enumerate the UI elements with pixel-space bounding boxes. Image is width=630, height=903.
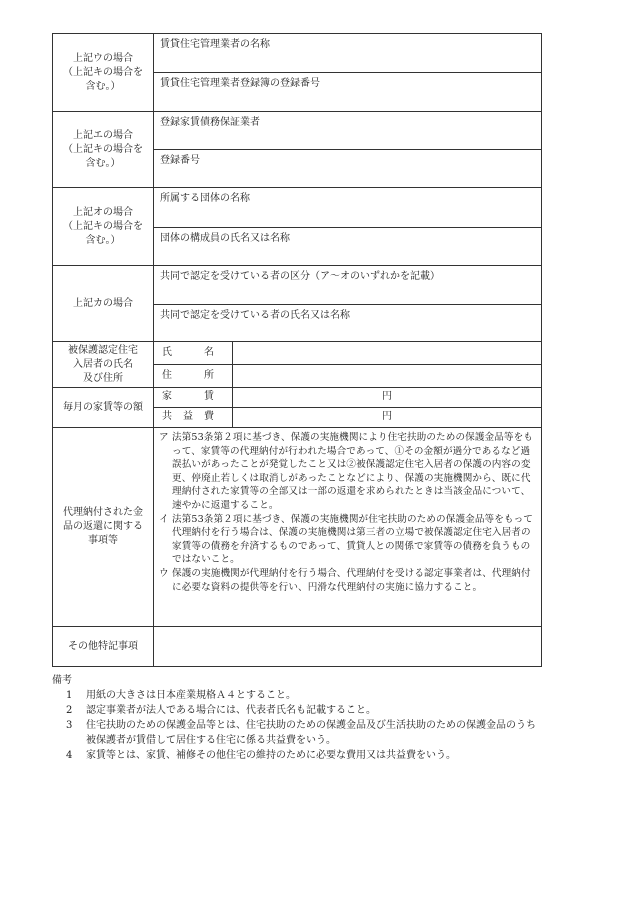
management-company-name-label: 賃貸住宅管理業者の名称 (160, 39, 270, 50)
management-registration-number-label: 賃貸住宅管理業者登録簿の登録番号 (160, 78, 320, 89)
resident-name-char1: 氏 (162, 346, 172, 358)
organization-member-name-label: 団体の構成員の氏名又は名称 (160, 233, 290, 244)
remark-item (52, 748, 541, 763)
organization-name-field[interactable] (154, 188, 542, 228)
organization-name-label: 所属する団体の名称 (160, 193, 250, 204)
row-o-label (53, 188, 154, 266)
remarks-section (52, 673, 541, 763)
remark-text: 認定事業者が法人である場合には、代表者氏名も記載すること。 (86, 705, 376, 716)
row-e-label-line1: 上記エの場合 (73, 129, 133, 141)
remark-text: 用紙の大きさは日本産業規格Ａ４とすること。 (86, 690, 296, 701)
refund-note-u-text: 保護の実施機関が代理納付を行う場合、代理納付を受ける認定事業者は、代理納付に必要な資料の提供等を行い、円滑な代理納付の実施に協力すること。 (172, 568, 531, 593)
row-u-label (53, 34, 154, 112)
resident-address-label (154, 365, 233, 388)
guarantor-registration-number-label: 登録番号 (160, 155, 200, 166)
refund-label-line2: 品の返還に関する (63, 521, 143, 532)
row-o-label-line2: （上記キの場合を (63, 220, 143, 232)
refund-note-a-mark: ア (159, 432, 169, 443)
refund-note-a (159, 431, 535, 513)
monthly-rent-label-text: 毎月の家賃等の額 (63, 401, 143, 413)
common-fee-char3: 費 (204, 411, 214, 423)
common-fee-char1: 共 (162, 411, 172, 423)
resident-label-line3: 及び住所 (83, 372, 123, 384)
refund-note-a-text: 法第53条第２項に基づき、保護の実施機関により住宅扶助のための保護金品等をもって、家賃等の代理納付が行われた場合であって、①その金額が過分であるなど過誤払いがあったことが発覚したこと又は②被保護認定住宅入居者の保護の内容の変更、停廃止若しくは取消しがあったことなどにより、保護の実施機関から、既に代理納付された家賃等の全部又は一部の返還を求められたときは当該金品について、速やかに返還すること。 (172, 432, 533, 512)
row-ka-label-text: 上記カの場合 (73, 297, 133, 309)
rent-yen-unit: 円 (382, 391, 392, 403)
common-fee-amount-input[interactable] (233, 408, 542, 428)
remark-item (52, 718, 541, 748)
rent-char1: 家 (162, 391, 172, 403)
other-notes-label (53, 627, 154, 667)
remark-item (52, 688, 541, 703)
remark-text: 住宅扶助のための保護金品等とは、住宅扶助のための保護金品及び生活扶助のための保護金品のうち被保護者が賃借して居住する住宅に係る共益費をいう。 (86, 720, 536, 746)
resident-label-line1: 被保護認定住宅 (68, 344, 138, 356)
other-notes-input[interactable] (154, 627, 542, 667)
row-u-label-line3: 含む。） (85, 80, 121, 92)
resident-address-input[interactable] (233, 365, 542, 388)
joint-approval-name-label: 共同で認定を受けている者の氏名又は名称 (160, 310, 350, 321)
remark-number: 3 (66, 720, 73, 731)
rent-amount-input[interactable] (233, 388, 542, 408)
refund-note-u-mark: ウ (159, 568, 169, 580)
refund-notes (154, 428, 542, 627)
remark-text: 家賃等とは、家賃、補修その他住宅の維持のために必要な費用又は共益費をいう。 (86, 750, 456, 761)
refund-note-i-mark: イ (159, 513, 169, 525)
row-e-label (53, 112, 154, 188)
remark-number: 2 (66, 705, 73, 716)
resident-name-char2: 名 (204, 346, 214, 358)
other-notes-label-text: その他特記事項 (68, 640, 138, 652)
row-o-label-line1: 上記オの場合 (73, 206, 133, 218)
row-ka-label (53, 266, 154, 342)
refund-note-i-text: 法第53条第２項に基づき、保護の実施機関が住宅扶助のための保護金品等をもって代理納付を行う場合は、保護の実施機関は第三者の立場で被保護認定住宅入居者の家賃等の債務を弁済するものであって、賃貸人との関係で家賃等の債務を負うものではないこと。 (172, 513, 533, 566)
resident-label (53, 342, 154, 388)
form-page (52, 33, 541, 763)
common-fee-char2: 益 (183, 411, 193, 423)
guarantor-name-field[interactable] (154, 112, 542, 150)
row-u-label-line2: （上記キの場合を (63, 66, 143, 78)
refund-note-u (159, 567, 535, 594)
remark-number: 1 (66, 690, 73, 701)
refund-note-i (159, 513, 535, 567)
organization-member-name-field[interactable] (154, 228, 542, 266)
resident-address-char2: 所 (204, 369, 214, 381)
management-registration-number-field[interactable] (154, 73, 542, 112)
remark-number: 4 (66, 750, 73, 761)
resident-name-label (154, 342, 233, 365)
common-fee-yen-unit: 円 (382, 411, 392, 423)
approval-form-table (52, 33, 542, 667)
row-o-label-line3: 含む。） (85, 234, 121, 246)
remarks-title: 備考 (52, 675, 72, 686)
management-company-name-field[interactable] (154, 34, 542, 73)
row-u-label-line1: 上記ウの場合 (73, 52, 133, 64)
remark-item (52, 703, 541, 718)
resident-name-input[interactable] (233, 342, 542, 365)
refund-label-line3: 事項等 (88, 535, 118, 546)
monthly-rent-label (53, 388, 154, 428)
rent-char2: 賃 (204, 391, 214, 403)
resident-label-line2: 入居者の氏名 (73, 358, 133, 370)
joint-approval-category-field[interactable] (154, 266, 542, 305)
common-fee-label (154, 408, 233, 428)
resident-address-char1: 住 (162, 369, 172, 381)
row-e-label-line2: （上記キの場合を (63, 143, 143, 155)
joint-approval-category-label: 共同で認定を受けている者の区分（ア～オのいずれかを記載） (160, 271, 440, 282)
joint-approval-name-field[interactable] (154, 305, 542, 342)
refund-label (53, 428, 154, 627)
guarantor-registration-number-field[interactable] (154, 150, 542, 188)
guarantor-name-label: 登録家賃債務保証業者 (160, 117, 260, 128)
row-e-label-line3: 含む。） (85, 157, 121, 169)
refund-label-line1: 代理納付された金 (63, 507, 143, 518)
rent-label (154, 388, 233, 408)
